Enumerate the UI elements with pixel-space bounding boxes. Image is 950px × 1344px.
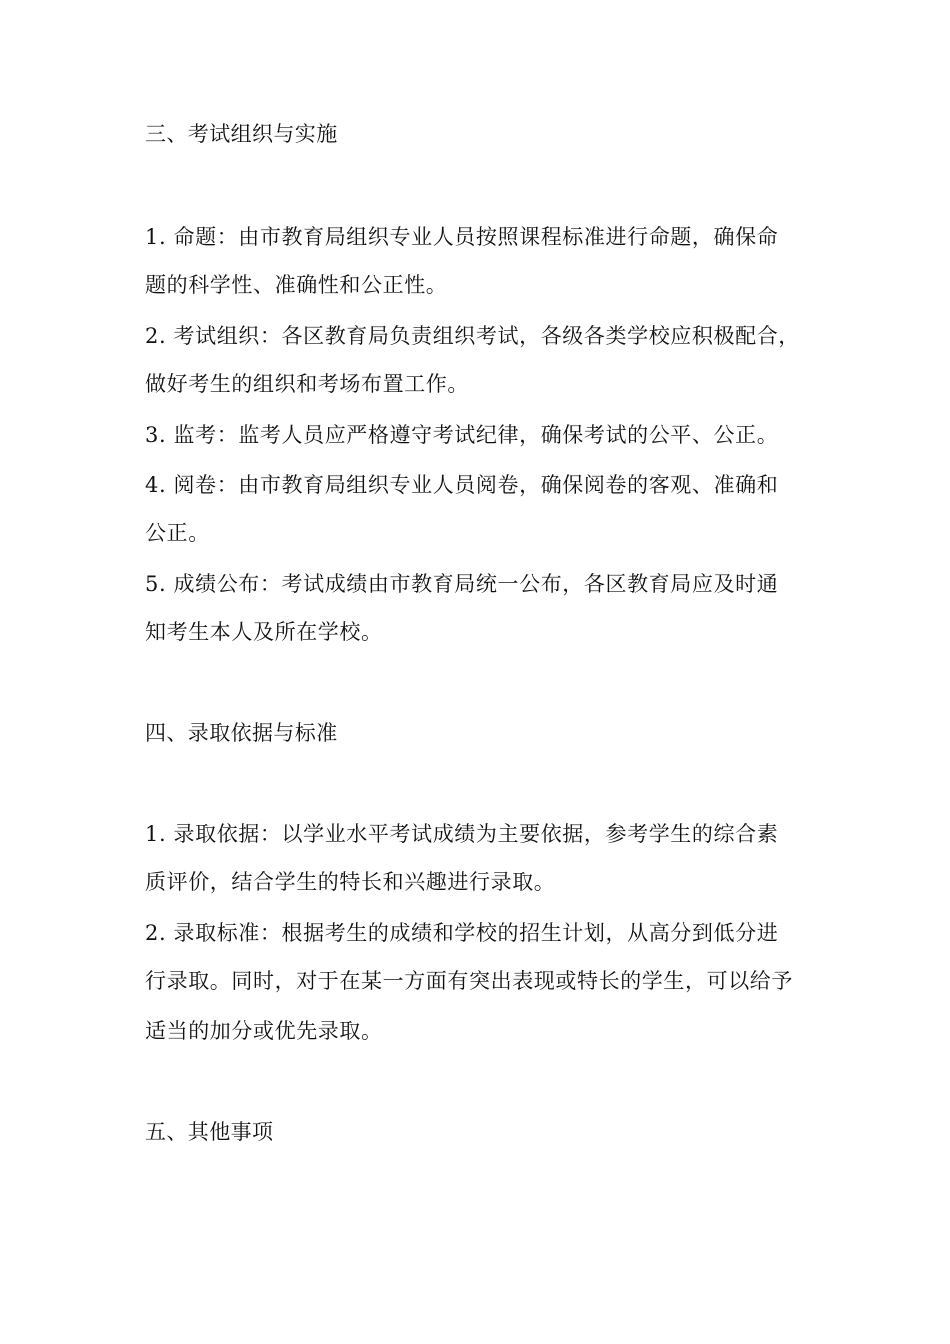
paragraph-line: 行录取。同时，对于在某一方面有突出表现或特长的学生，可以给予	[145, 969, 793, 993]
paragraph-line: 3. 监考：监考人员应严格遵守考试纪律，确保考试的公平、公正。	[145, 423, 779, 447]
section-heading-5: 五、其他事项	[145, 1120, 274, 1144]
paragraph-line: 1. 录取依据：以学业水平考试成绩为主要依据，参考学生的综合素	[145, 822, 779, 846]
paragraph-line: 公正。	[145, 521, 210, 545]
paragraph-line: 质评价，结合学生的特长和兴趣进行录取。	[145, 870, 556, 894]
paragraph-line: 知考生本人及所在学校。	[145, 620, 383, 644]
paragraph-line: 题的科学性、准确性和公正性。	[145, 273, 448, 297]
paragraph-line: 5. 成绩公布：考试成绩由市教育局统一公布，各区教育局应及时通	[145, 572, 779, 596]
section-heading-4: 四、录取依据与标准	[145, 721, 338, 745]
paragraph-line: 4. 阅卷：由市教育局组织专业人员阅卷，确保阅卷的客观、准确和	[145, 473, 779, 497]
paragraph-line: 做好考生的组织和考场布置工作。	[145, 372, 469, 396]
paragraph-line: 2. 考试组织：各区教育局负责组织考试，各级各类学校应积极配合，	[145, 324, 800, 348]
paragraph-line: 适当的加分或优先录取。	[145, 1019, 383, 1043]
paragraph-line: 1. 命题：由市教育局组织专业人员按照课程标准进行命题，确保命	[145, 225, 779, 249]
section-heading-3: 三、考试组织与实施	[145, 122, 338, 146]
paragraph-line: 2. 录取标准：根据考生的成绩和学校的招生计划，从高分到低分进	[145, 921, 779, 945]
